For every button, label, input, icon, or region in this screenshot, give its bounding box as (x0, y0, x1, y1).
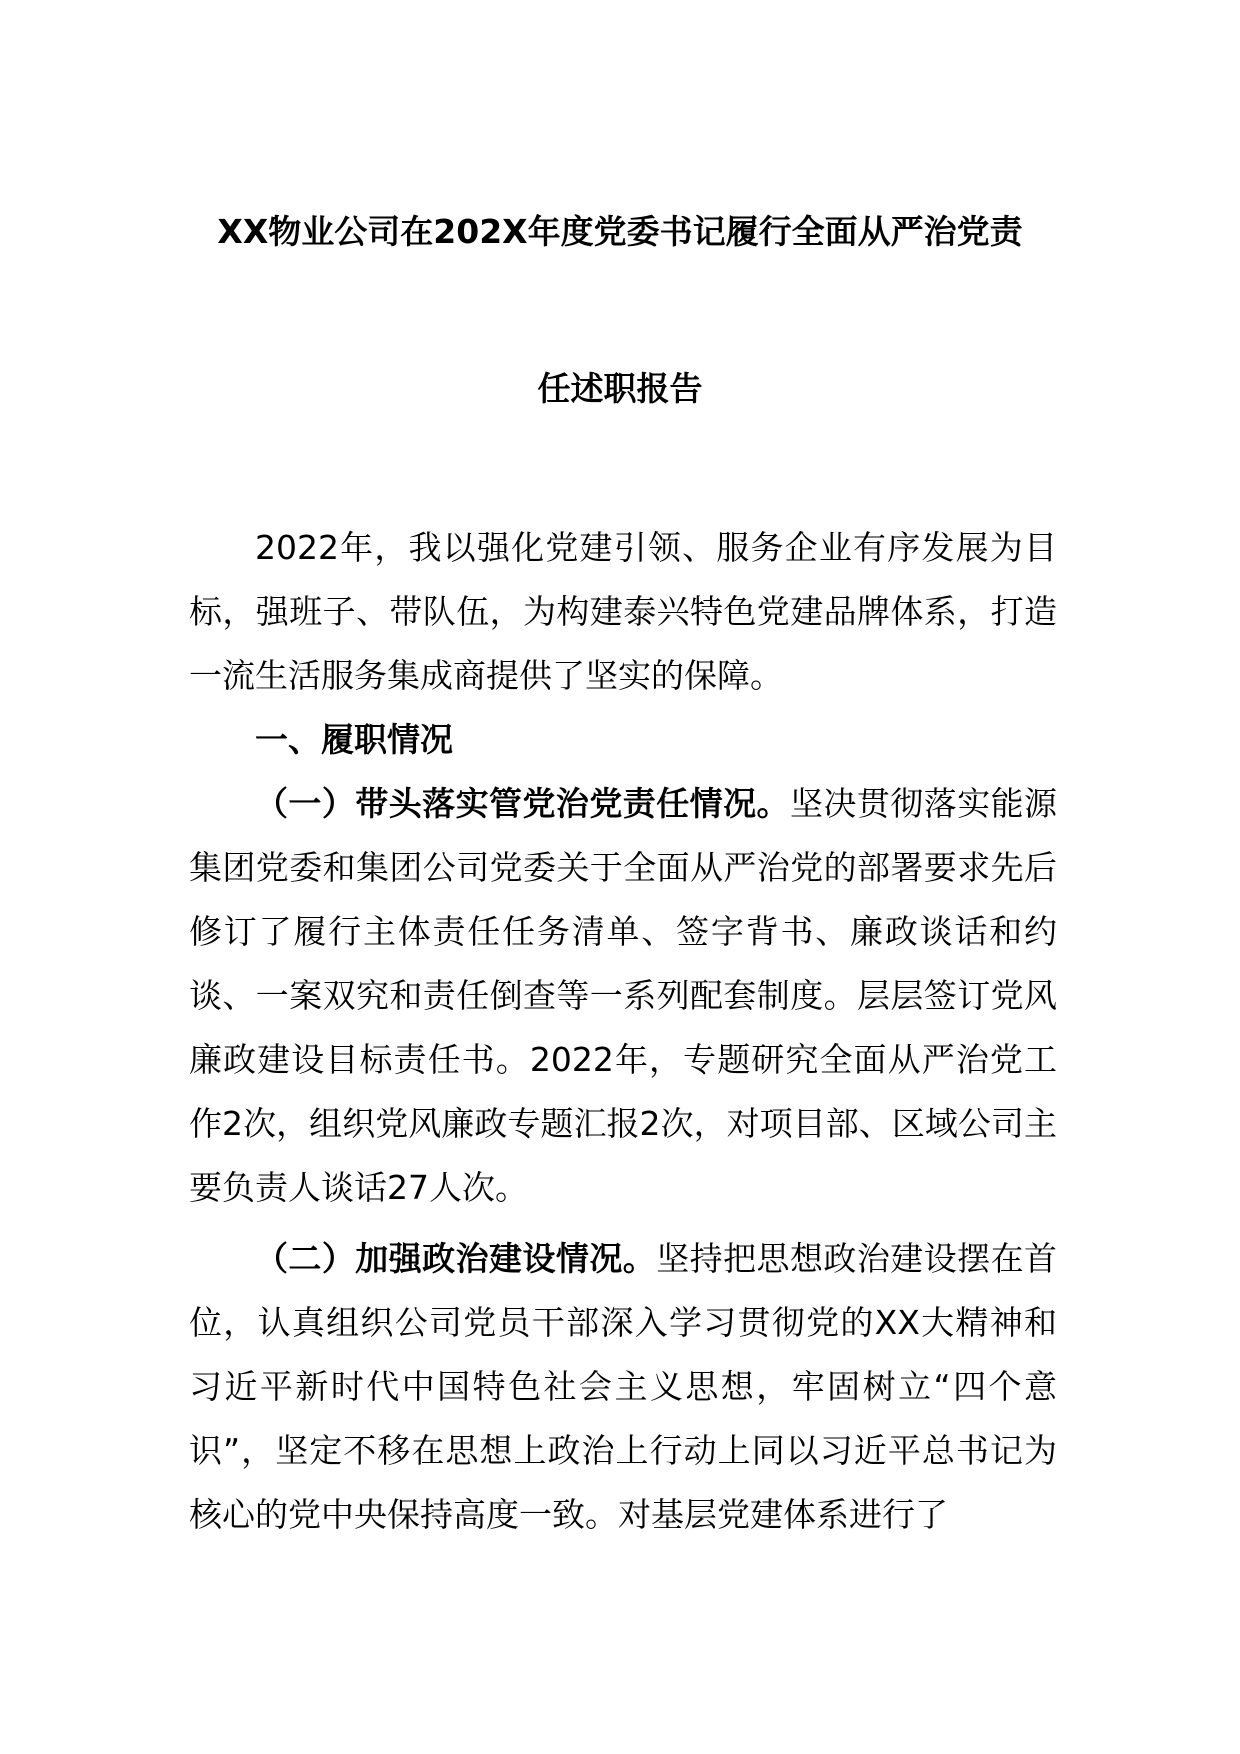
document-title-line-2: 任述职报告 (537, 369, 703, 408)
item1-text: 坚决贯彻落实能源集团党委和集团公司党委关于全面从严治党的部署要求先后修订了履行主体责任任务清单、签字背书、廉政谈话和约谈、一案双究和责任倒查等一系列配套制度。层层签订党风廉政建设目标责任书。2022年，专题研究全面从严治党工作2次，组织党风廉政专题汇报2次，对项目部、区域公司主要负责人谈话27人次。 (189, 784, 1058, 1207)
section-heading: 一、履职情况 (255, 720, 453, 759)
item2-heading: （二）加强政治建设情况。 (255, 1239, 657, 1278)
item1-heading: （一）带头落实管党治党责任情况。 (255, 784, 790, 823)
document-body-part-1 (189, 516, 1057, 1220)
item2-text: 坚持把思想政治建设摆在首位，认真组织公司党员干部深入学习贯彻党的XX大精神和习近平新时代中国特色社会主义思想，牢固树立“四个意识”，坚定不移在思想上政治上行动上同以习近平总书记为核心的党中央保持高度一致。对基层党建体系进行了 (189, 1239, 1058, 1534)
item1-paragraph (189, 772, 1057, 1220)
item2-paragraph (189, 1227, 1057, 1547)
intro-paragraph: 2022年，我以强化党建引领、服务企业有序发展为目标，强班子、带队伍，为构建泰兴特色党建品牌体系，打造一流生活服务集成商提供了坚实的保障。 (189, 528, 1057, 695)
document-title-line-1: XX物业公司在202X年度党委书记履行全面从严治党责 (217, 212, 1023, 251)
document-body-part-2 (189, 1227, 1057, 1547)
